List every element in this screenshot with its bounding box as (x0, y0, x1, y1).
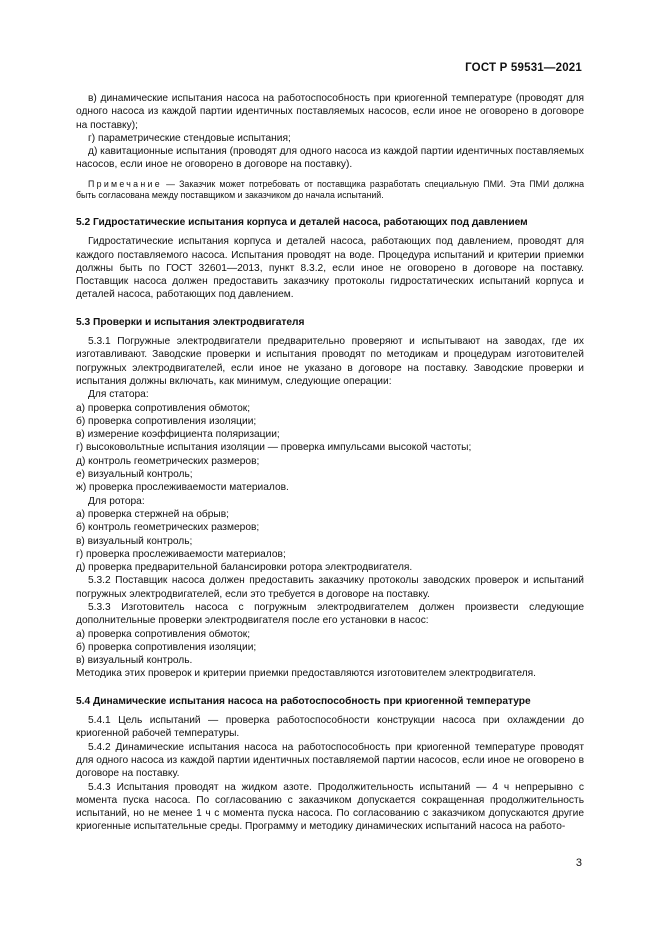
list-item: г) высоковольтные испытания изоляции — проверка импульсами высокой частоты; (76, 442, 472, 454)
list-item: д) контроль геометрических размеров; (76, 455, 260, 467)
list-item: в) измерение коэффициента поляризации; (76, 429, 280, 441)
list-item: б) контроль геометрических размеров; (76, 522, 260, 534)
document-code: ГОСТ Р 59531—2021 (465, 62, 582, 74)
list-item: д) проверка предварительной балансировки ротора электродвигателя. (76, 562, 413, 574)
intro-item-v: в) динамические испытания насоса на работоспособность при криогенной температуре (проводят для одного насоса из каждой партии идентичных поставляемых насосов, если иное не оговорено в договоре на поставку); (76, 93, 584, 131)
list-item: а) проверка стержней на обрыв; (76, 508, 230, 520)
list-item: б) проверка сопротивления изоляции; (76, 641, 257, 653)
section-5-3-method: Методика этих проверок и критерии приемки предоставляются изготовителем электродвигателя. (76, 668, 536, 680)
list-item: е) визуальный контроль; (76, 469, 193, 481)
intro-item-g: г) параметрические стендовые испытания; (88, 132, 291, 144)
list-item: в) визуальный контроль; (76, 535, 193, 547)
page-body (76, 92, 584, 834)
list-item: в) визуальный контроль. (76, 655, 193, 667)
section-5-3-2: 5.3.2 Поставщик насоса должен предоставить заказчику протоколы заводских проверок и испытаний погружных электродвигателей, если это требуется в договоре на поставку. (76, 575, 584, 600)
section-5-2-heading: 5.2 Гидростатические испытания корпуса и деталей насоса, работающих под давлением (76, 216, 528, 228)
list-item: а) проверка сопротивления обмоток; (76, 402, 251, 414)
note-text: — Заказчик может потребовать от поставщика разработать специальную ПМИ. Эта ПМИ должна быть согласована между поставщиком и заказчиком до начала испытаний. (76, 178, 584, 201)
section-5-4-1: 5.4.1 Цель испытаний — проверка работоспособности конструкции насоса при охлаждении до криогенной рабочей температуры. (76, 715, 584, 740)
section-5-2-text: Гидростатические испытания корпуса и деталей насоса, работающих под давлением, проводят для каждого поставляемого насоса. Испытания проводят на воде. Процедура испытаний и критерии приемки должны быть по ГОСТ 32601—2013, пункт 8.3.2, если иное не оговорено в договоре на поставку. Поставщик насоса должен предоставить заказчику протоколы гидростатических испытаний корпуса и деталей насоса, работающих под давлением. (76, 236, 584, 301)
section-5-3-3: 5.3.3 Изготовитель насоса с погружным электродвигателем должен произвести следующие дополнительные проверки электродвигателя после его установки в насос: (76, 601, 584, 627)
stator-label: Для статора: (88, 389, 149, 401)
note-label: Примечание (88, 178, 162, 189)
section-5-4-3: 5.4.3 Испытания проводят на жидком азоте. Продолжительность испытаний — 4 ч непрерывно с момента пуска насоса. По согласованию с заказчиком допускается сокращенная продолжительность испытаний, но не менее 1 ч с момента пуска насоса. По согласованию с заказчиком допускаются другие криогенные испытательные среды. Программу и методику динамических испытаний насоса на работо- (76, 781, 584, 833)
section-5-4-2: 5.4.2 Динамические испытания насоса на работоспособность при криогенной температуре проводят для одного насоса из каждой партии идентичных поставляемой партии насосов, если иное не оговорено в договоре на поставку. (76, 741, 584, 780)
intro-item-d: д) кавитационные испытания (проводят для одного насоса из каждой партии идентичных поставляемых насосов, если иное не оговорено в договоре на поставку). (76, 146, 584, 171)
section-5-3-1: 5.3.1 Погружные электродвигатели предварительно проверяют и испытывают на заводах, где их изготавливают. Заводские проверки и испытания проводят по методикам и процедурам изготовителей погружных электродвигателей, если иное не указано в договоре на поставку. Заводские проверки и испытания должны включать, как минимум, следующие операции: (76, 336, 584, 387)
list-item: б) проверка сопротивления изоляции; (76, 415, 257, 427)
rotor-label: Для ротора: (88, 495, 145, 507)
section-5-3-heading: 5.3 Проверки и испытания электродвигателя (76, 316, 305, 328)
list-item: а) проверка сопротивления обмоток; (76, 628, 251, 640)
list-item: ж) проверка прослеживаемости материалов. (76, 482, 289, 494)
page-number: 3 (575, 857, 582, 869)
section-5-4-heading: 5.4 Динамические испытания насоса на работоспособность при криогенной температуре (76, 695, 531, 707)
note (76, 179, 584, 202)
list-item: г) проверка прослеживаемости материалов; (76, 548, 286, 560)
